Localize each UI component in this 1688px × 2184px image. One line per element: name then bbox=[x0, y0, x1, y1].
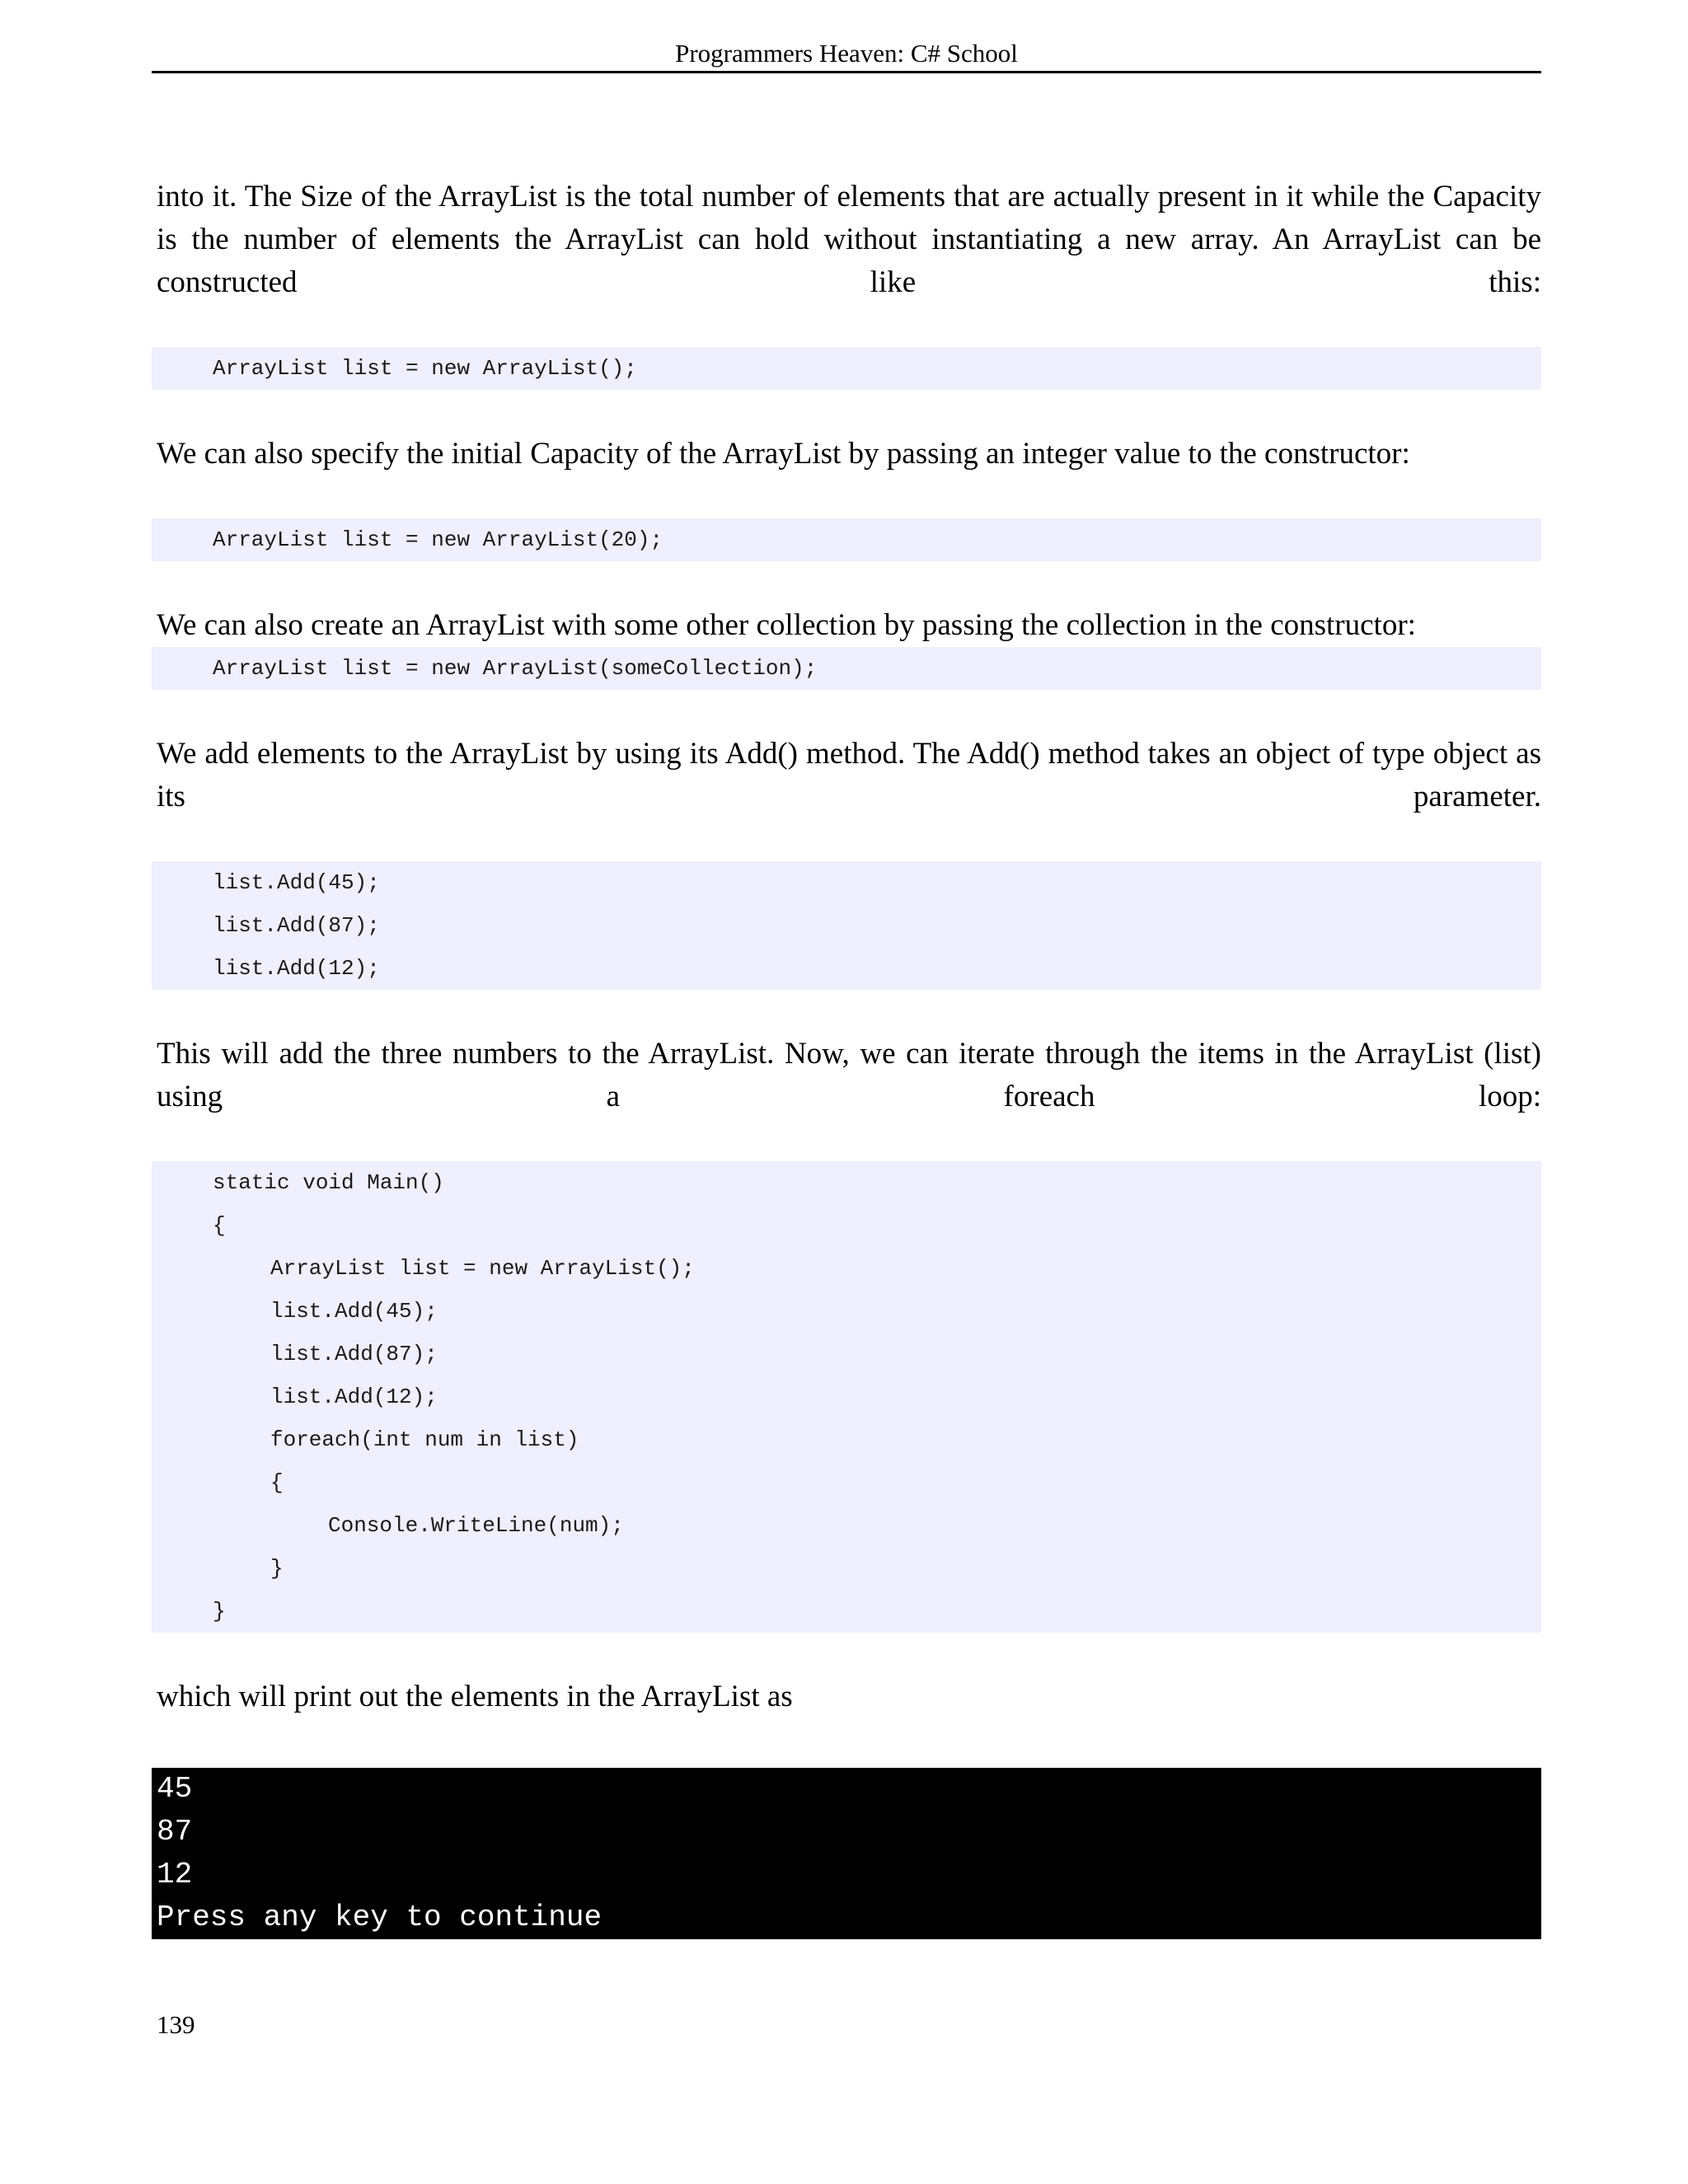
code-block-constructor-capacity bbox=[152, 518, 1541, 561]
code-line: list.Add(45); bbox=[213, 870, 380, 895]
code-line: ArrayList list = new ArrayList(someCollection); bbox=[213, 656, 818, 681]
console-line: Press any key to continue bbox=[157, 1900, 603, 1934]
code-line: Console.WriteLine(num); bbox=[328, 1513, 624, 1538]
code-line: foreach(int num in list) bbox=[270, 1427, 579, 1452]
code-line: list.Add(87); bbox=[213, 913, 380, 938]
paragraph-arraylist-size-capacity: into it. The Size of the ArrayList is the total number of elements that are actually present in it while the Capacity is the number of elements the ArrayList can hold without instantiating a new array. An ArrayList can be constructed like this: bbox=[157, 180, 1541, 299]
code-block-constructor-collection bbox=[152, 647, 1541, 690]
code-line: ArrayList list = new ArrayList(); bbox=[270, 1256, 695, 1281]
running-header bbox=[152, 36, 1541, 73]
code-line: static void Main() bbox=[213, 1170, 444, 1195]
code-line: { bbox=[270, 1470, 284, 1495]
console-output bbox=[152, 1768, 1541, 1939]
code-line: ArrayList list = new ArrayList(20); bbox=[213, 527, 663, 552]
paragraph-foreach-intro: This will add the three numbers to the ArrayList. Now, we can iterate through the items in the ArrayList (list) using a foreach loop: bbox=[157, 1037, 1541, 1113]
console-line: 12 bbox=[157, 1858, 193, 1891]
console-line: 45 bbox=[157, 1772, 193, 1806]
code-block-constructor-default bbox=[152, 347, 1541, 390]
code-line: list.Add(45); bbox=[270, 1299, 438, 1324]
code-line: list.Add(12); bbox=[270, 1385, 438, 1409]
code-line: } bbox=[213, 1599, 226, 1624]
code-line: } bbox=[270, 1556, 284, 1581]
paragraph-initial-capacity: We can also specify the initial Capacity of the ArrayList by passing an integer value to the constructor: bbox=[157, 437, 1410, 471]
running-header-title: Programmers Heaven: C# School bbox=[675, 39, 1018, 68]
code-line: ArrayList list = new ArrayList(); bbox=[213, 356, 637, 381]
paragraph-print-output: which will print out the elements in the ArrayList as bbox=[157, 1680, 793, 1713]
code-line: { bbox=[213, 1213, 226, 1238]
code-block-add-elements bbox=[152, 861, 1541, 990]
page-number: 139 bbox=[157, 2010, 195, 2039]
code-block-main-method bbox=[152, 1161, 1541, 1633]
console-line: 87 bbox=[157, 1815, 193, 1849]
code-line: list.Add(87); bbox=[270, 1342, 438, 1366]
paragraph-collection-constructor: We can also create an ArrayList with some other collection by passing the collection in the constructor: bbox=[157, 608, 1416, 642]
code-line: list.Add(12); bbox=[213, 956, 380, 981]
paragraph-add-method: We add elements to the ArrayList by using its Add() method. The Add() method takes an object of type object as its parameter. bbox=[157, 737, 1541, 813]
